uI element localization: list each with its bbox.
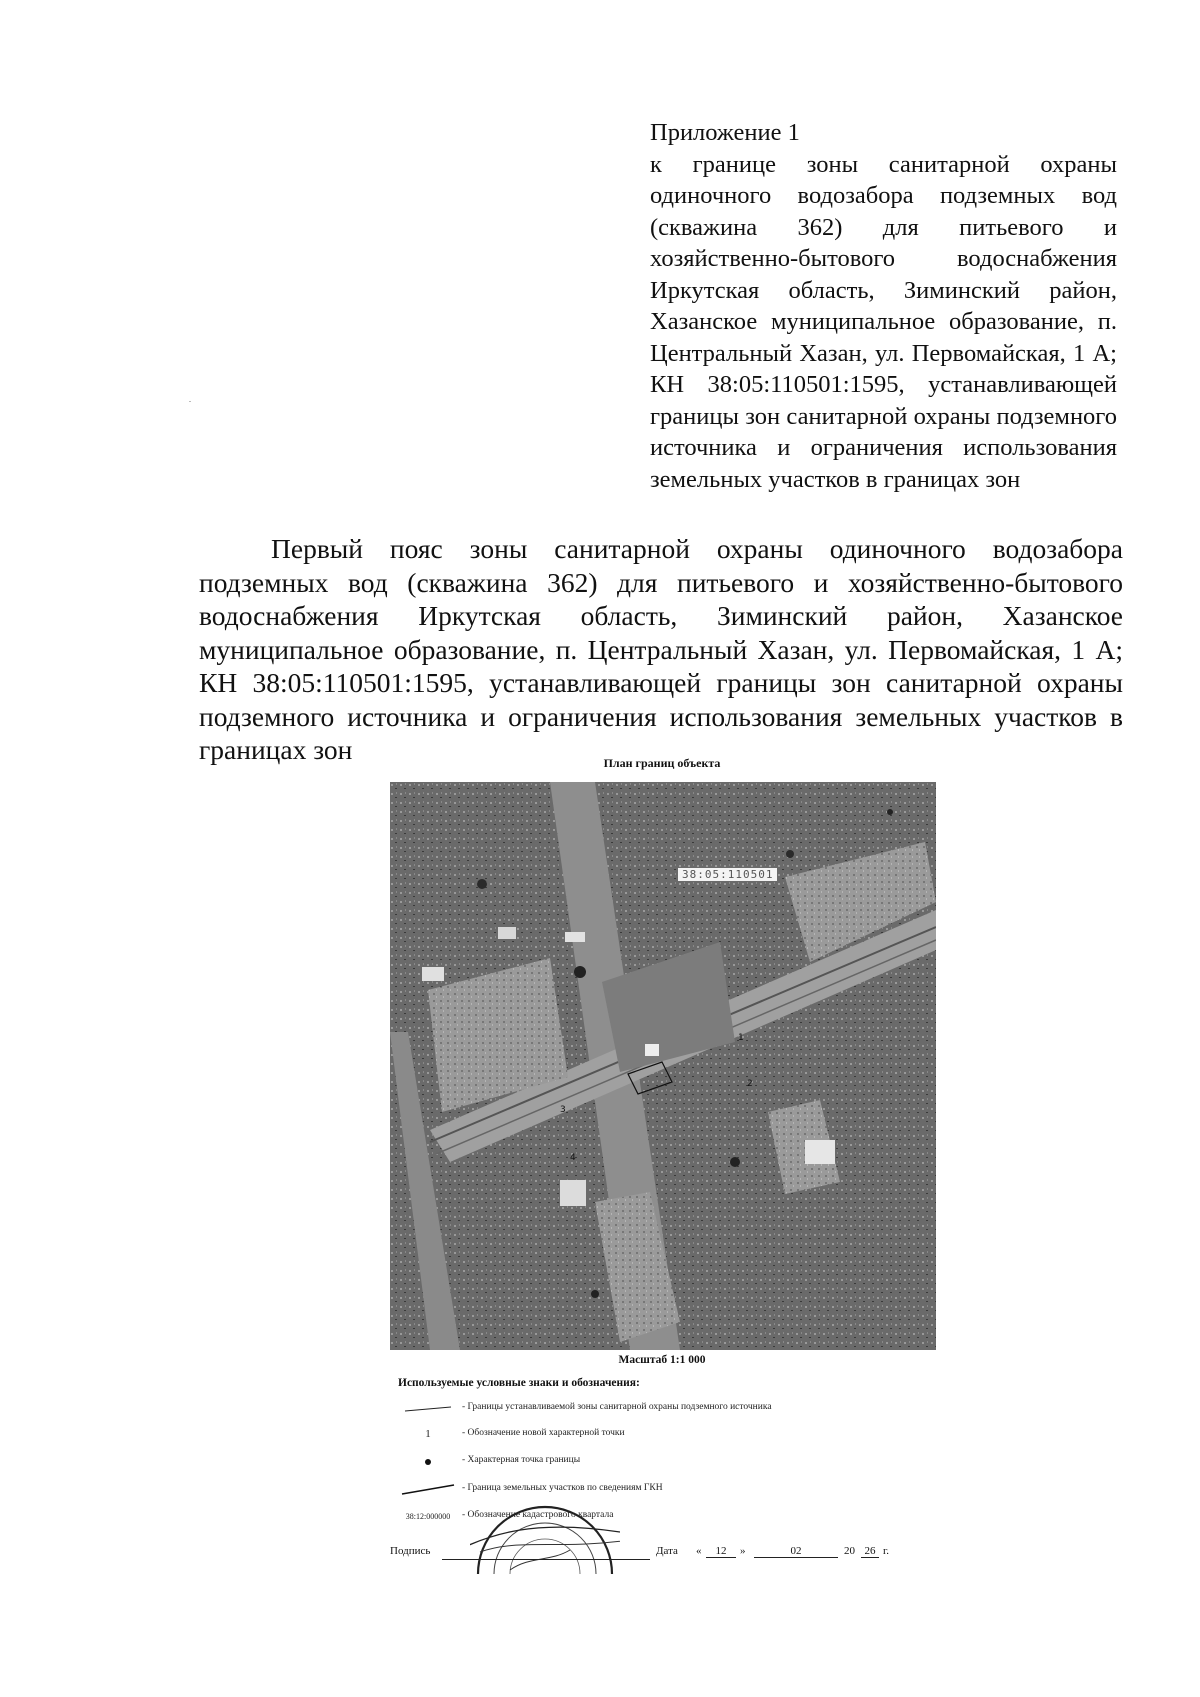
legend-item <box>398 1398 938 1418</box>
appendix-text: к границе зоны санитарной охраны одиночного водозабора подземных вод (скважина 362) для питьевого и хозяйственно-бытового водоснабжения Иркутская область, Зиминский район, Хазанское муниципальное образование, п. Центральный Хазан, ул. Первомайская, 1 А; КН 38:05:110501:1595, устанавливающей границы зон санитарной охраны подземного источника и ограничения использования земельных участков в границах зон <box>650 150 1117 493</box>
legend-item <box>398 1451 938 1471</box>
parcel-boundary-line-icon <box>398 1479 458 1499</box>
map-point-label: 1 <box>738 1033 744 1043</box>
boundary-point-icon <box>398 1451 458 1471</box>
signature-line <box>442 1545 650 1560</box>
map-point-label: 4 <box>570 1153 576 1163</box>
legend-item-text: - Граница земельных участков по сведениям ГКН <box>462 1483 663 1493</box>
map-point-label: 3 <box>560 1105 566 1115</box>
legend-title: Используемые условные знаки и обозначения: <box>398 1377 640 1389</box>
cadastral-label: 38:05:110501 <box>678 868 777 881</box>
legend-item <box>398 1424 938 1444</box>
legend-item-text: - Обозначение новой характерной точки <box>462 1428 625 1438</box>
date-year-prefix: 20 <box>844 1545 855 1557</box>
point-number-symbol: 1 <box>425 1428 431 1440</box>
scan-speck <box>189 401 191 402</box>
legend-item-text: - Характерная точка границы <box>462 1455 581 1465</box>
map-scale: Масштаб 1:1 000 <box>618 1354 706 1366</box>
main-paragraph: Первый пояс зоны санитарной охраны одиночного водозабора подземных вод (скважина 362) для питьевого и хозяйственно-бытового водоснабжения Иркутская область, Зиминский район, Хазанское муниципальное образование, п. Центральный Хазан, ул. Первомайская, 1 А; КН 38:05:110501:1595, устанавливающей границы зон санитарной охраны подземного источника и ограничения использования земельных участков в границах зон <box>199 533 1123 765</box>
legend-item-text: - Границы устанавливаемой зоны санитарной охраны подземного источника <box>462 1402 772 1412</box>
date-day: 12 <box>706 1545 736 1558</box>
map-title: План границ объекта <box>603 756 721 770</box>
appendix-header <box>650 117 1117 495</box>
aerial-map <box>390 782 936 1350</box>
signature-row <box>390 1543 950 1565</box>
sign-label: Подпись <box>390 1545 431 1557</box>
date-year-suffix: 26 <box>861 1545 879 1558</box>
date-quote-close: » <box>740 1545 746 1557</box>
cadastral-quarter-symbol: 38:12:000000 <box>405 1511 451 1521</box>
map-point-label: 2 <box>747 1079 753 1089</box>
legend-item-text: - Обозначение кадастрового квартала <box>462 1510 614 1520</box>
zone-boundary-line-icon <box>398 1398 458 1418</box>
date-label: Дата <box>656 1545 678 1557</box>
aerial-map-drawing <box>390 782 936 1350</box>
date-quote-open: « <box>696 1545 702 1557</box>
appendix-heading: Приложение 1 <box>650 119 800 146</box>
date-year-end: г. <box>883 1545 890 1557</box>
date-month: 02 <box>754 1545 838 1558</box>
